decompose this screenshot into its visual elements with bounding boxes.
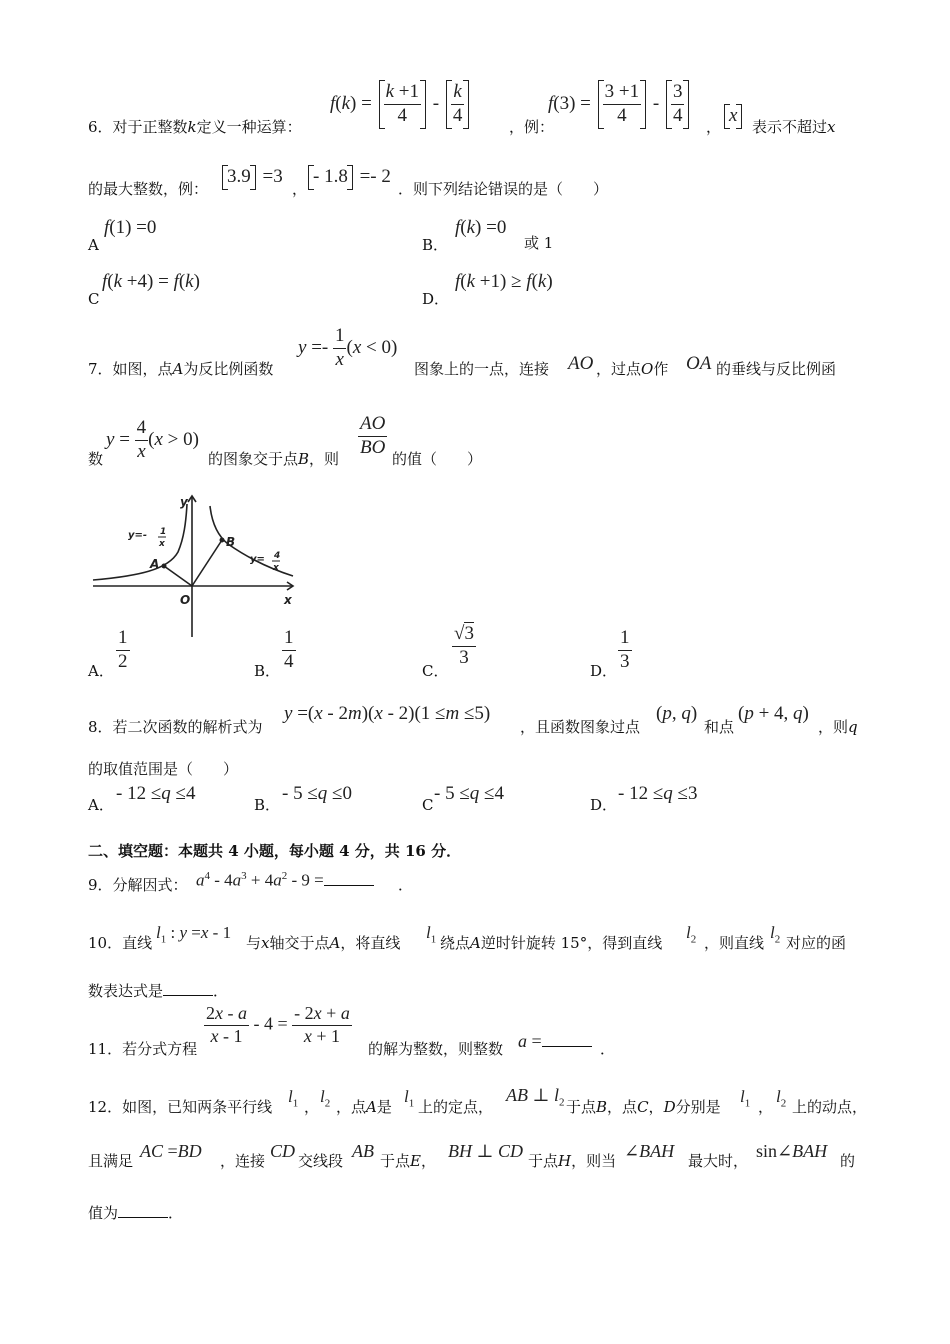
q7-line1-post: 的垂线与反比例函 [716,360,837,378]
q12-post: 上的动点， [792,1098,868,1116]
q9-post: ． [398,876,414,894]
svg-text:x: x [159,539,165,549]
q8-line1-mid2: 和点 [704,718,735,736]
q12-line2-m7: 最大时， [688,1152,749,1170]
q7-graph [88,492,308,642]
section-2-heading: 二、填空题：本题共 4 小题，每小题 4 分，共 16 分． [88,842,462,860]
q12-l1-b: $l_1$ [404,1087,415,1110]
q7-line1-mid2: ，过点O作 [596,360,669,378]
q12-text-1: ，点A是 [336,1098,392,1116]
q12-line2-pre: 且满足 [88,1152,134,1170]
q12-comma1: ， [304,1098,320,1116]
q10-post: 对应的函 [786,934,847,952]
q7-line2-pre: 数 [88,450,104,468]
q7-line2-post: 的值（ ） [392,450,483,468]
q10-l1-ref: $l_1$ [426,923,437,946]
q12-line2-post: 的 [840,1152,856,1170]
q6-option-c-label: C [88,290,100,308]
q7-option-c: $\frac{√3}{3}$ [454,623,474,668]
q6-line2-pre: 的最大整数，例： [88,180,209,198]
q7-graph-label-o: O [180,593,191,607]
q11-post: ． [600,1040,616,1058]
q8-option-a: - 12 ≤q ≤4 [116,783,196,804]
q12-line2-m1: ，连接 [220,1152,266,1170]
q8-option-d: - 12 ≤q ≤3 [618,783,698,804]
q9-pre: 9．分解因式： [88,876,188,894]
q7-line2-mid: 的图象交于点B，则 [208,450,340,468]
q12-bh-perp-cd: BH ⊥ CD [448,1141,523,1161]
q7-option-b: $\frac{1}{4}$ [284,627,294,672]
q12-cd: CD [270,1141,296,1161]
q12-text-2: 上的定点， [418,1098,494,1116]
q12-sin-bah: sin∠BAH [756,1141,828,1161]
q8-option-b: - 5 ≤q ≤0 [282,783,352,804]
q6-example-floor1: 3.9 =3 [220,165,283,190]
q12-l1-c: $l_1$ [740,1087,751,1110]
q7-line1-pre: 7．如图，点A为反比例函数 [88,360,274,378]
q7-seg-ao: AO [568,353,594,374]
q7-graph-left-curve [93,504,187,580]
q12-line2-m2: 交线段 [298,1152,344,1170]
q12-angle-bah: ∠BAH [624,1141,675,1161]
q7-graph-segment-ob [192,540,222,586]
q10-line-l1: $l_1$ : y =x - 1 [156,923,232,946]
q6-option-d-label: D． [422,290,450,308]
q7-graph-label-a: A [150,557,160,571]
q7-option-c-label: C． [422,662,449,680]
q6-option-a: f(1) =0 [104,217,157,238]
q8-line1-pre: 8．若二次函数的解析式为 [88,718,263,736]
q8-point-pq: (p, q) [656,703,698,724]
q7-graph-point-a [162,564,167,569]
q12-ac-eq-bd: AC =BD [140,1141,202,1161]
q7-func-pos: y = $\frac{4}{x}$ (x > 0) [106,417,199,462]
q7-line1-mid: 图象上的一点，连接 [414,360,550,378]
q7-func-neg: y =- $\frac{1}{x}$ (x < 0) [298,325,398,370]
q12-line2-m3: 于点E， [380,1152,436,1170]
q10-pre: 10．直线 [88,934,153,952]
q11-equation: $\frac{2x - a}{x - 1}$ - 4 = $\frac{- 2x + a}{x + 1}$ [206,1003,350,1046]
q11-a-blank: a = [518,1032,592,1052]
q12-l2-c: $l_2$ [776,1087,787,1110]
q11-pre: 11．若分式方程 [88,1040,198,1058]
svg-text:4: 4 [274,551,281,561]
q11-mid: 的解为整数，则整数 [368,1040,504,1058]
q6-option-a-label: A [88,236,99,254]
q10-text-2: 绕点A逆时针旋转 15°，得到直线 [440,934,663,952]
q8-option-d-label: D． [590,796,618,814]
svg-text:1: 1 [160,527,167,537]
q7-graph-segment-ao [164,566,192,586]
q8-quadratic: y =(x - 2m)(x - 2)(1 ≤m ≤5) [284,703,491,724]
q7-option-d: $\frac{1}{3}$ [620,627,630,672]
q8-option-a-label: A． [88,796,114,814]
q10-text-3: ，则直线 [704,934,765,952]
q6-f-def: f(k) = $\frac{k +1}{4}$ - $\frac{k}{4}$ [330,80,471,129]
q12-pre: 12．如图，已知两条平行线 [88,1098,273,1116]
q6-line1-tail: 表示不超过x [752,118,836,136]
q6-option-b-tail: 或 1 [524,234,554,252]
q10-l2-ref: $l_2$ [686,923,697,946]
q6-line2-comma: ， [292,180,308,198]
q8-option-c: - 5 ≤q ≤4 [434,783,504,804]
q12-l2: $l_2$ [320,1087,331,1110]
q7-graph-label-b: B [226,535,236,549]
q12-line2-m5: 于点H，则当 [528,1152,617,1170]
q6-option-c: f(k +4) = f(k) [102,271,200,292]
q7-option-a-label: A． [88,662,114,680]
q8-line1-mid: ，且函数图象过点 [520,718,641,736]
q8-option-b-label: B． [254,796,281,814]
q7-seg-oa: OA [686,353,712,374]
q8-option-c-label: C [422,796,434,814]
q7-graph-right-eq: y= [250,554,265,565]
q12-line3: 值为 ． [88,1204,184,1222]
q6-f-example: f(3) = $\frac{3 +1}{4}$ - $\frac{3}{4}$ [548,80,691,129]
q12-comma2: ， [758,1098,774,1116]
q10-l2-ref-2: $l_2$ [770,923,781,946]
q7-option-b-label: B． [254,662,281,680]
q12-ab-perp-l2: AB ⊥ $l_2$ [506,1085,565,1109]
q6-option-b: f(k) =0 [455,217,507,238]
q6-option-b-label: B． [422,236,449,254]
q7-option-a: $\frac{1}{2}$ [118,627,128,672]
q10-line2: 数表达式是 ． [88,982,229,1000]
q6-comma-eg: ，例： [509,118,555,136]
q6-bracket-x: x [722,104,744,129]
q7-option-d-label: D． [590,662,618,680]
q12-l1: $l_1$ [288,1087,299,1110]
q6-example-floor2: - 1.8 =- 2 [306,165,391,190]
q6-option-d: f(k +1) ≥ f(k) [455,271,553,292]
q12-text-3: 于点B，点C，D分别是 [566,1098,721,1116]
q7-graph-label-y: y [180,495,188,509]
q6-line2-post: ．则下列结论错误的是（ ） [398,180,609,198]
q6-comma2: ， [706,118,722,136]
q8-line2: 的取值范围是（ ） [88,760,239,778]
q7-graph-label-x: x [284,593,292,607]
q8-point-p4q: (p + 4, q) [738,703,809,724]
q12-ab: AB [352,1141,374,1161]
q7-graph-point-b [220,538,225,543]
q9-expression: $a^4 - 4a^3 + 4a^2 - 9$ = [196,870,374,890]
q10-text-1: 与x轴交于点A，将直线 [246,934,401,952]
q8-line1-post: ，则q [818,718,858,736]
q7-ratio: $\frac{AO}{BO}$ [360,413,386,458]
q6-line1: 6．对于正整数k定义一种运算： [88,118,302,136]
svg-text:x: x [273,563,279,573]
q7-graph-left-eq: y=- [128,530,148,541]
